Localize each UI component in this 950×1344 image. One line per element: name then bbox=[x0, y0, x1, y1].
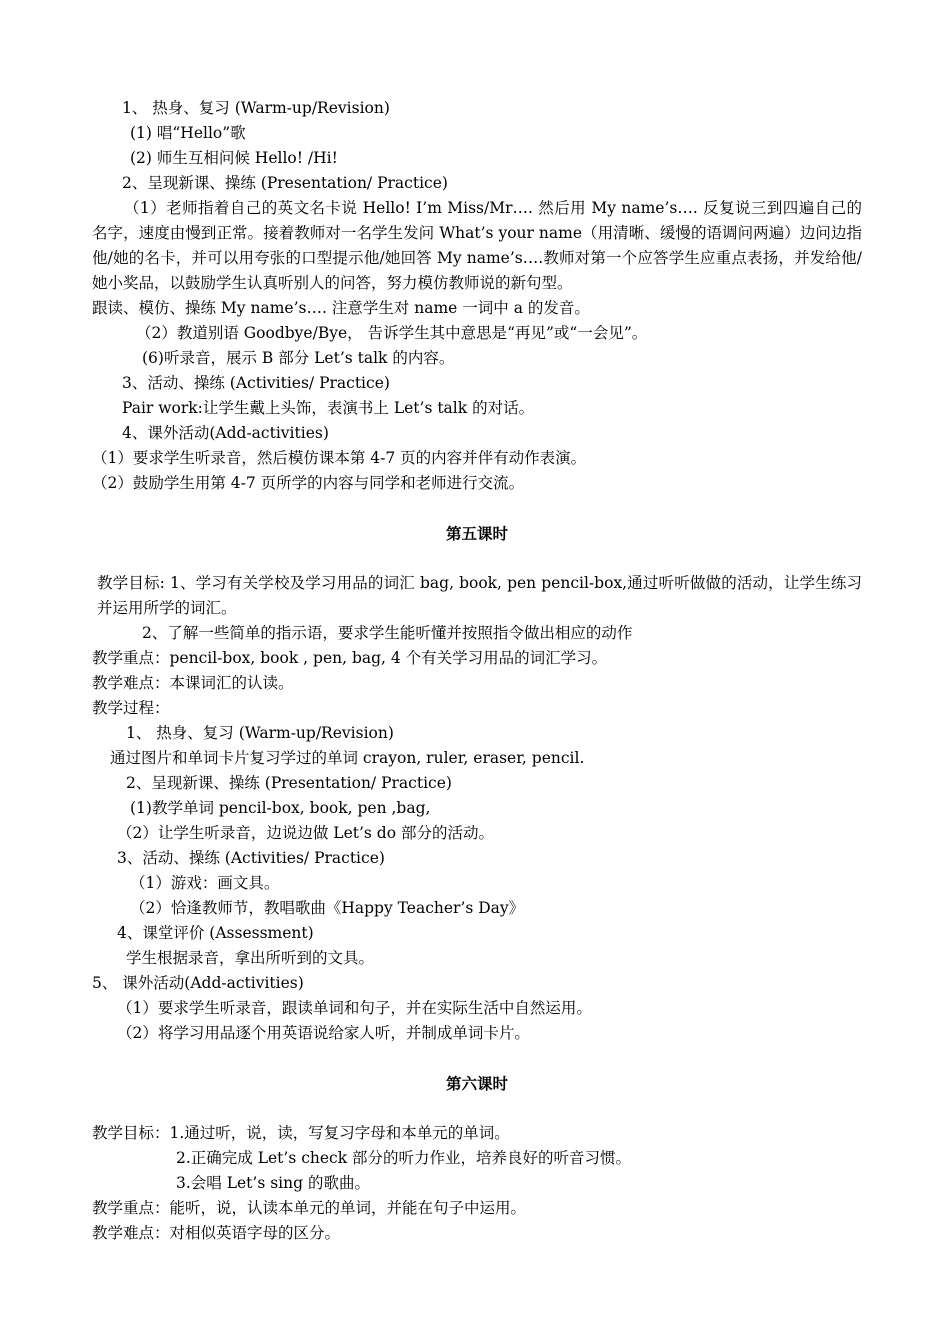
lesson-five bbox=[92, 571, 862, 1046]
lesson-five-goal: 教学目标: 1、学习有关学校及学习用品的词汇 bag, book, pen pencil-box,通过听听做做的活动，让学生练习并运用所学的词汇。 bbox=[97, 574, 862, 617]
lesson-five-step-2a: (1)教学单词 pencil-box, book, pen ,bag, bbox=[130, 799, 431, 817]
goodbye-line: （2）教道别语 Goodbye/Bye， 告诉学生其中意思是“再见”或“一会见”。 bbox=[136, 324, 648, 342]
lesson-five-step-3b: （2）恰逢教师节，教唱歌曲《Happy Teacher’s Day》 bbox=[130, 899, 525, 917]
lesson-five-step-5a: （1）要求学生听录音，跟读单词和句子，并在实际生活中自然运用。 bbox=[117, 999, 592, 1017]
step-activities: 3、活动、操练 (Activities/ Practice) bbox=[122, 374, 390, 392]
section-four-tail bbox=[92, 96, 862, 496]
lesson-five-process: 教学过程： bbox=[92, 699, 170, 717]
lesson-five-step-2: 2、呈现新课、操练 (Presentation/ Practice) bbox=[126, 774, 452, 792]
lesson-six-difficulty: 教学难点：对相似英语字母的区分。 bbox=[92, 1224, 341, 1242]
lesson-six-key: 教学重点：能听，说，认读本单元的单词，并能在句子中运用。 bbox=[92, 1199, 527, 1217]
lesson-five-step-4: 4、课堂评价 (Assessment) bbox=[117, 924, 314, 942]
lesson-five-step-5: 5、 课外活动(Add-activities) bbox=[92, 974, 304, 992]
lesson-six bbox=[92, 1121, 862, 1246]
lesson-six-goal-1: 教学目标：1.通过听，说，读，写复习字母和本单元的单词。 bbox=[92, 1124, 510, 1142]
lesson-six-goal-3: 3.会唱 Let’s sing 的歌曲。 bbox=[176, 1174, 370, 1192]
step-presentation: 2、呈现新课、操练 (Presentation/ Practice) bbox=[122, 174, 448, 192]
presentation-paragraph: （1）老师指着自己的英文名卡说 Hello! I’m Miss/Mr…. 然后用 My name’s…. 反复说三到四遍自己的名字，速度由慢到正常。接着教师对一名学生发问 What’s your name（用清晰、缓慢的语调问两遍）边问边指他/她的名卡，并可以用夸张的口型提示他/她回答 My name’s….教师对第一个应答学生应重点表扬，并发给他/她小奖品，以鼓励学生认真听别人的问答，努力模仿教师说的新句型。 bbox=[92, 199, 862, 292]
lesson-five-step-3a: （1）游戏：画文具。 bbox=[130, 874, 280, 892]
lesson-five-difficulty: 教学难点：本课词汇的认读。 bbox=[92, 674, 294, 692]
recording-line: (6)听录音，展示 B 部分 Let’s talk 的内容。 bbox=[142, 349, 455, 367]
lesson-five-step-5b: （2）将学习用品逐个用英语说给家人听，并制成单词卡片。 bbox=[117, 1024, 530, 1042]
lesson-five-heading: 第五课时 bbox=[445, 524, 508, 543]
step-warmup-item-2: (2) 师生互相问候 Hello! /Hi! bbox=[130, 149, 338, 167]
practice-line: 跟读、模仿、操练 My name’s…. 注意学生对 name 一词中 a 的发音。 bbox=[92, 299, 590, 317]
lesson-five-key: 教学重点：pencil-box, book , pen, bag, 4 个有关学习用品的词汇学习。 bbox=[92, 649, 608, 667]
lesson-six-goal-2: 2.正确完成 Let’s check 部分的听力作业，培养良好的听音习惯。 bbox=[176, 1149, 632, 1167]
lesson-five-step-3: 3、活动、操练 (Activities/ Practice) bbox=[117, 849, 385, 867]
step-add-activities: 4、课外活动(Add-activities) bbox=[122, 424, 329, 442]
lesson-five-step-4a: 学生根据录音，拿出所听到的文具。 bbox=[126, 949, 375, 967]
lesson-five-goal-2: 2、了解一些简单的指示语，要求学生能听懂并按照指令做出相应的动作 bbox=[142, 624, 633, 642]
lesson-six-heading: 第六课时 bbox=[445, 1074, 508, 1093]
add-activity-2: （2）鼓励学生用第 4-7 页所学的内容与同学和老师进行交流。 bbox=[92, 474, 525, 492]
lesson-five-step-2b: （2）让学生听录音，边说边做 Let’s do 部分的活动。 bbox=[117, 824, 494, 842]
pair-work-line: Pair work:让学生戴上头饰，表演书上 Let’s talk 的对话。 bbox=[122, 399, 535, 417]
lesson-five-step-1a: 通过图片和单词卡片复习学过的单词 crayon, ruler, eraser, pencil. bbox=[110, 749, 585, 767]
step-warmup: 1、 热身、复习 (Warm-up/Revision) bbox=[122, 99, 390, 117]
lesson-five-step-1: 1、 热身、复习 (Warm-up/Revision) bbox=[126, 724, 394, 742]
add-activity-1: （1）要求学生听录音，然后模仿课本第 4-7 页的内容并伴有动作表演。 bbox=[92, 449, 587, 467]
step-warmup-item-1: (1) 唱“Hello”歌 bbox=[130, 124, 246, 142]
